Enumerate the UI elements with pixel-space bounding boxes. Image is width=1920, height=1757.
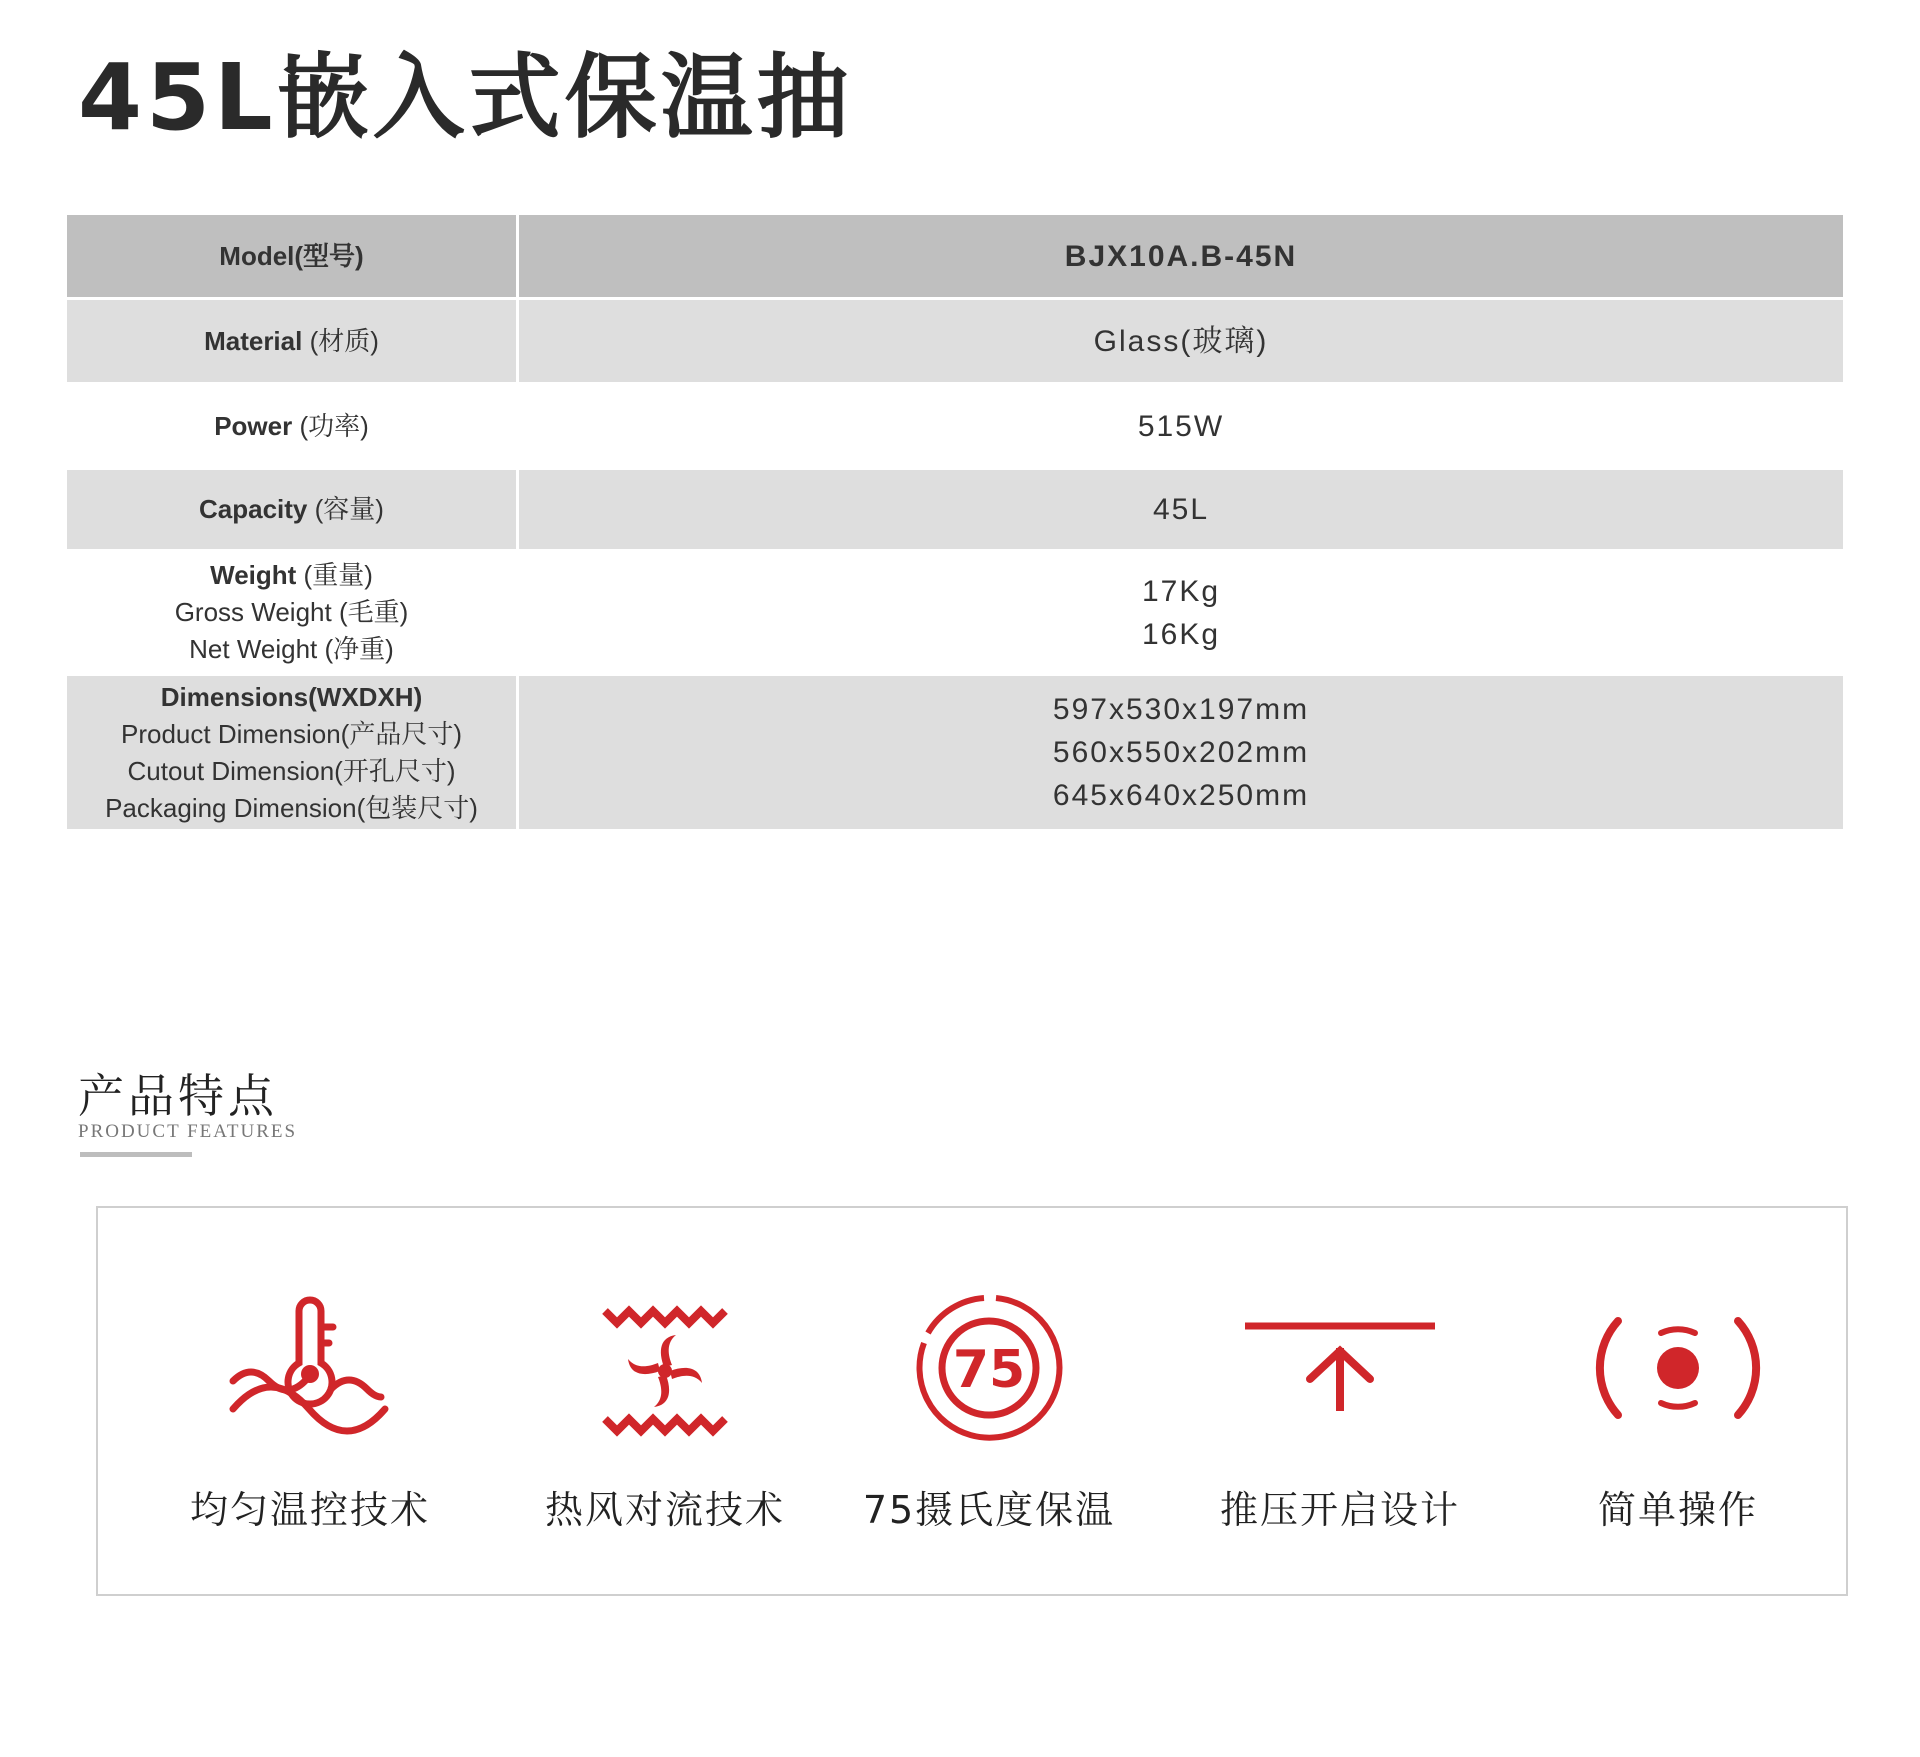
feature-label: 简单操作 <box>1597 1488 1758 1532</box>
features-underline <box>80 1152 192 1157</box>
capacity-label: Capacity <box>199 494 308 524</box>
material-label-cn: (材质) <box>309 325 379 356</box>
spec-row-power <box>67 385 1843 470</box>
feature-label: 75摄氏度保温 <box>862 1488 1116 1532</box>
weight-label: Weight <box>210 560 297 590</box>
net-weight-label-cn: (净重) <box>324 634 394 664</box>
feature-label: 均匀温控技术 <box>189 1488 430 1532</box>
power-label: Power <box>214 410 293 441</box>
net-weight-value: 16Kg <box>1141 617 1221 651</box>
spec-row-model <box>67 215 1843 300</box>
features-title: 产品特点 <box>78 1069 278 1123</box>
gross-weight-label-cn: (毛重) <box>338 597 409 627</box>
temperature-75-icon <box>904 1293 1074 1443</box>
spec-row-dimensions <box>67 676 1843 832</box>
packaging-dim-value: 645x640x250mm <box>1052 779 1310 812</box>
feature-item <box>1518 1293 1838 1534</box>
simple-operation-icon <box>1593 1293 1763 1443</box>
spec-table <box>67 215 1843 832</box>
gross-weight-label: Gross Weight <box>174 597 332 627</box>
capacity-label-cn: (容量) <box>314 494 384 524</box>
weight-label-cn: (重量) <box>303 560 373 590</box>
packaging-dim-label: Packaging Dimension(包装尺寸) <box>105 792 478 823</box>
spec-row-capacity <box>67 470 1843 552</box>
cutout-dim-value: 560x550x202mm <box>1052 736 1310 769</box>
feature-item <box>150 1293 470 1534</box>
feature-label: 推压开启设计 <box>1219 1488 1460 1532</box>
gross-weight-value: 17Kg <box>1141 574 1221 608</box>
spec-row-weight <box>67 552 1843 676</box>
feature-item <box>1180 1293 1500 1534</box>
material-label: Material <box>204 325 303 356</box>
push-open-arrow-icon <box>1240 1293 1440 1443</box>
cutout-dim-label: Cutout Dimension(开孔尺寸) <box>127 755 456 786</box>
model-value: BJX10A.B-45N <box>1064 239 1298 273</box>
feature-item <box>829 1293 1149 1534</box>
fan-wave-icon <box>580 1293 750 1443</box>
feature-label: 热风对流技术 <box>544 1488 785 1532</box>
page-title: 45L嵌入式保温抽 <box>78 44 853 151</box>
power-value: 515W <box>1137 409 1225 443</box>
features-subtitle: PRODUCT FEATURES <box>78 1121 298 1142</box>
dimensions-label: Dimensions(WXDXH) <box>160 681 423 712</box>
spec-row-material <box>67 300 1843 385</box>
product-dim-label: Product Dimension(产品尺寸) <box>121 718 462 749</box>
thermometer-waves-icon <box>225 1293 395 1443</box>
power-label-cn: (功率) <box>299 410 369 441</box>
net-weight-label: Net Weight <box>189 634 318 664</box>
model-label: Model(型号) <box>219 240 364 271</box>
temperature-75-text: 75 <box>952 1340 1026 1400</box>
product-dim-value: 597x530x197mm <box>1052 693 1310 726</box>
feature-item <box>505 1293 825 1534</box>
material-value: Glass(玻璃) <box>1093 324 1269 358</box>
capacity-value: 45L <box>1152 493 1210 526</box>
